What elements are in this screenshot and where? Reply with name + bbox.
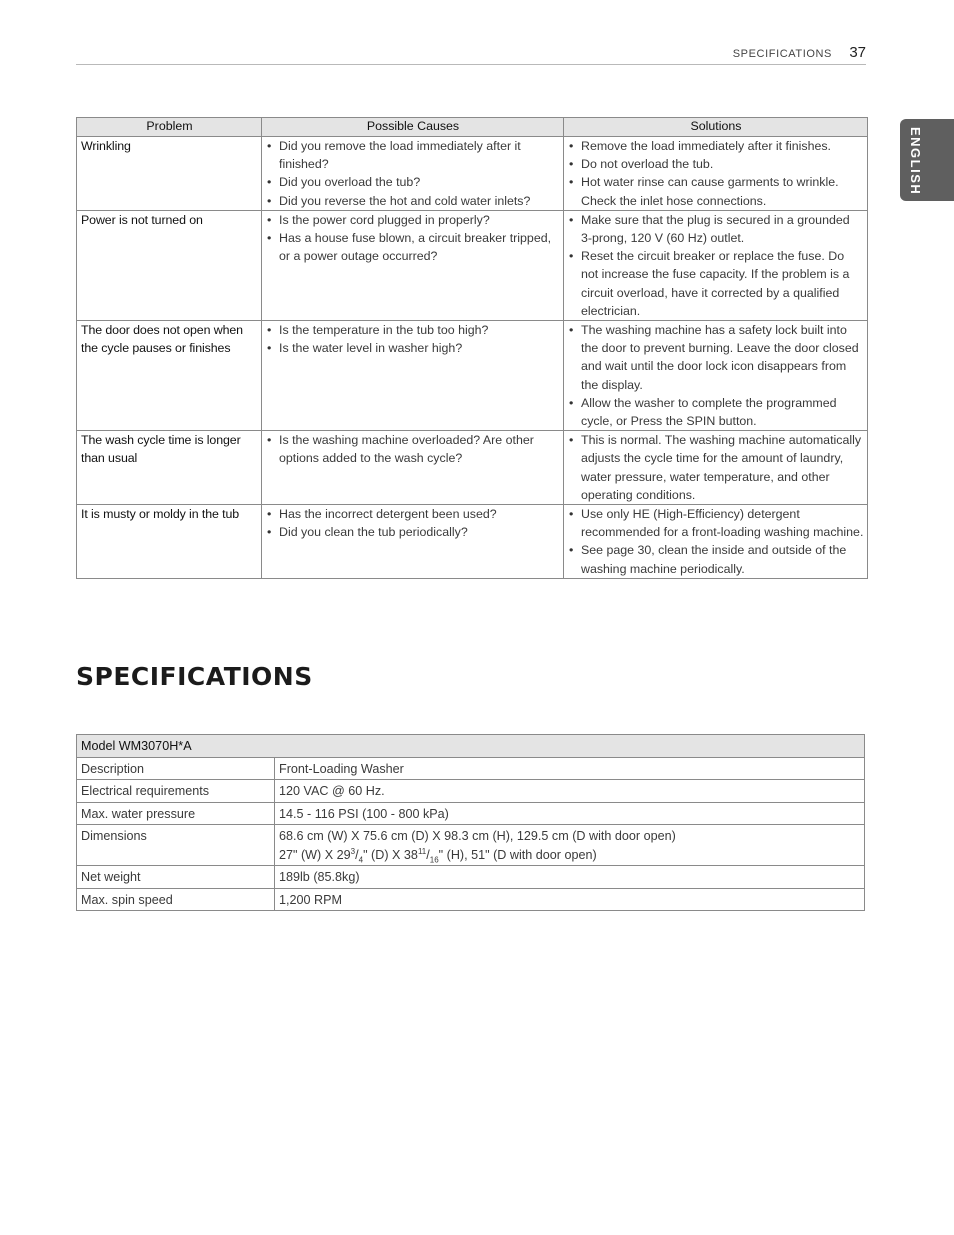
solutions-cell	[564, 431, 868, 505]
table-row	[77, 505, 868, 579]
spec-value: 14.5 - 116 PSI (100 - 800 kPa)	[275, 802, 865, 825]
cause-item: • Did you reverse the hot and cold water inlets?	[266, 192, 560, 210]
dim-part: " (D) X 38	[363, 847, 418, 862]
column-header-causes: Possible Causes	[262, 118, 564, 137]
spec-row	[77, 757, 865, 780]
solutions-cell	[564, 505, 868, 579]
cause-item: • Is the temperature in the tub too high?	[266, 321, 560, 339]
spec-row	[77, 866, 865, 889]
solutions-cell	[564, 210, 868, 320]
causes-cell	[262, 321, 564, 431]
problem-cell: It is musty or moldy in the tub	[77, 505, 262, 579]
dim-frac-den: 4	[358, 855, 364, 865]
page-number: 37	[849, 44, 866, 61]
dimensions-metric: 68.6 cm (W) X 75.6 cm (D) X 98.3 cm (H), 129.5 cm (D with door open)	[279, 829, 676, 843]
spec-value: Front-Loading Washer	[275, 757, 865, 780]
cause-item: • Is the water level in washer high?	[266, 339, 560, 357]
problem-cell: Wrinkling	[77, 137, 262, 211]
solution-item: • Reset the circuit breaker or replace the fuse. Do not increase the fuse capacity. If the problem is a circuit overload, have it corrected by a qualified electrician.	[568, 247, 864, 320]
language-tab-label: ENGLISH	[908, 127, 923, 196]
spec-value: 189lb (85.8kg)	[275, 866, 865, 889]
solution-item: • Make sure that the plug is secured in a grounded 3-prong, 120 V (60 Hz) outlet.	[568, 211, 864, 247]
solution-item: • Allow the washer to complete the programmed cycle, or Press the SPIN button.	[568, 394, 864, 430]
table-row	[77, 431, 868, 505]
solution-item: • Do not overload the tub.	[568, 155, 864, 173]
specifications-title: SPECIFICATIONS	[76, 662, 313, 691]
solution-item: • Remove the load immediately after it finishes.	[568, 137, 864, 155]
troubleshooting-header-row	[77, 118, 868, 137]
solution-item: • This is normal. The washing machine automatically adjusts the cycle time for the amount of laundry, water pressure, water temperature, and other operating conditions.	[568, 431, 864, 504]
solutions-cell	[564, 321, 868, 431]
cause-item: • Is the washing machine overloaded? Are other options added to the wash cycle?	[266, 431, 560, 467]
solution-item: • Hot water rinse can cause garments to wrinkle. Check the inlet hose connections.	[568, 173, 864, 209]
cause-item: • Has the incorrect detergent been used?	[266, 505, 560, 523]
causes-cell	[262, 137, 564, 211]
spec-label: Electrical requirements	[77, 780, 275, 803]
column-header-solutions: Solutions	[564, 118, 868, 137]
model-name: Model WM3070H*A	[77, 735, 865, 758]
solution-item: • See page 30, clean the inside and outside of the washing machine periodically.	[568, 541, 864, 577]
spec-label: Max. spin speed	[77, 888, 275, 911]
model-row	[77, 735, 865, 758]
header-section-title: SPECIFICATIONS	[732, 48, 832, 60]
table-row	[77, 137, 868, 211]
cause-item: • Has a house fuse blown, a circuit breaker tripped, or a power outage occurred?	[266, 229, 560, 265]
dimensions-imperial: 27" (W) X $29^3/_4$" (D) X $38^{11}/_{16}$" (H), 51" (D with door open)	[279, 846, 597, 865]
spec-row	[77, 888, 865, 911]
causes-cell	[262, 431, 564, 505]
spec-label: Dimensions	[77, 825, 275, 866]
table-row	[77, 210, 868, 320]
causes-cell	[262, 505, 564, 579]
problem-cell: The wash cycle time is longer than usual	[77, 431, 262, 505]
spec-row	[77, 802, 865, 825]
causes-cell	[262, 210, 564, 320]
dim-frac-den: 16	[429, 855, 439, 865]
problem-cell: Power is not turned on	[77, 210, 262, 320]
cause-item: • Is the power cord plugged in properly?	[266, 211, 560, 229]
specifications-table	[76, 734, 865, 911]
solution-item: • The washing machine has a safety lock built into the door to prevent burning. Leave the door closed and wait until the door lock icon disappears from the display.	[568, 321, 864, 394]
column-header-problem: Problem	[77, 118, 262, 137]
cause-item: • Did you clean the tub periodically?	[266, 523, 560, 541]
dim-frac-num: 3	[350, 846, 356, 856]
troubleshooting-table	[76, 117, 868, 579]
solution-item: • Use only HE (High-Efficiency) detergent recommended for a front-loading washing machine.	[568, 505, 864, 541]
table-row	[77, 321, 868, 431]
spec-row	[77, 825, 865, 866]
dim-part: 27" (W) X 29	[279, 847, 351, 862]
spec-row	[77, 780, 865, 803]
spec-label: Description	[77, 757, 275, 780]
solutions-cell	[564, 137, 868, 211]
spec-value	[275, 825, 865, 866]
spec-value: 1,200 RPM	[275, 888, 865, 911]
dim-frac-num: 11	[417, 846, 427, 856]
problem-cell: The door does not open when the cycle pauses or finishes	[77, 321, 262, 431]
language-tab	[900, 119, 954, 201]
cause-item: • Did you overload the tub?	[266, 173, 560, 191]
dim-part: " (H), 51" (D with door open)	[438, 847, 597, 862]
cause-item: • Did you remove the load immediately after it finished?	[266, 137, 560, 173]
page-header	[76, 44, 866, 65]
spec-label: Max. water pressure	[77, 802, 275, 825]
spec-label: Net weight	[77, 866, 275, 889]
spec-value: 120 VAC @ 60 Hz.	[275, 780, 865, 803]
